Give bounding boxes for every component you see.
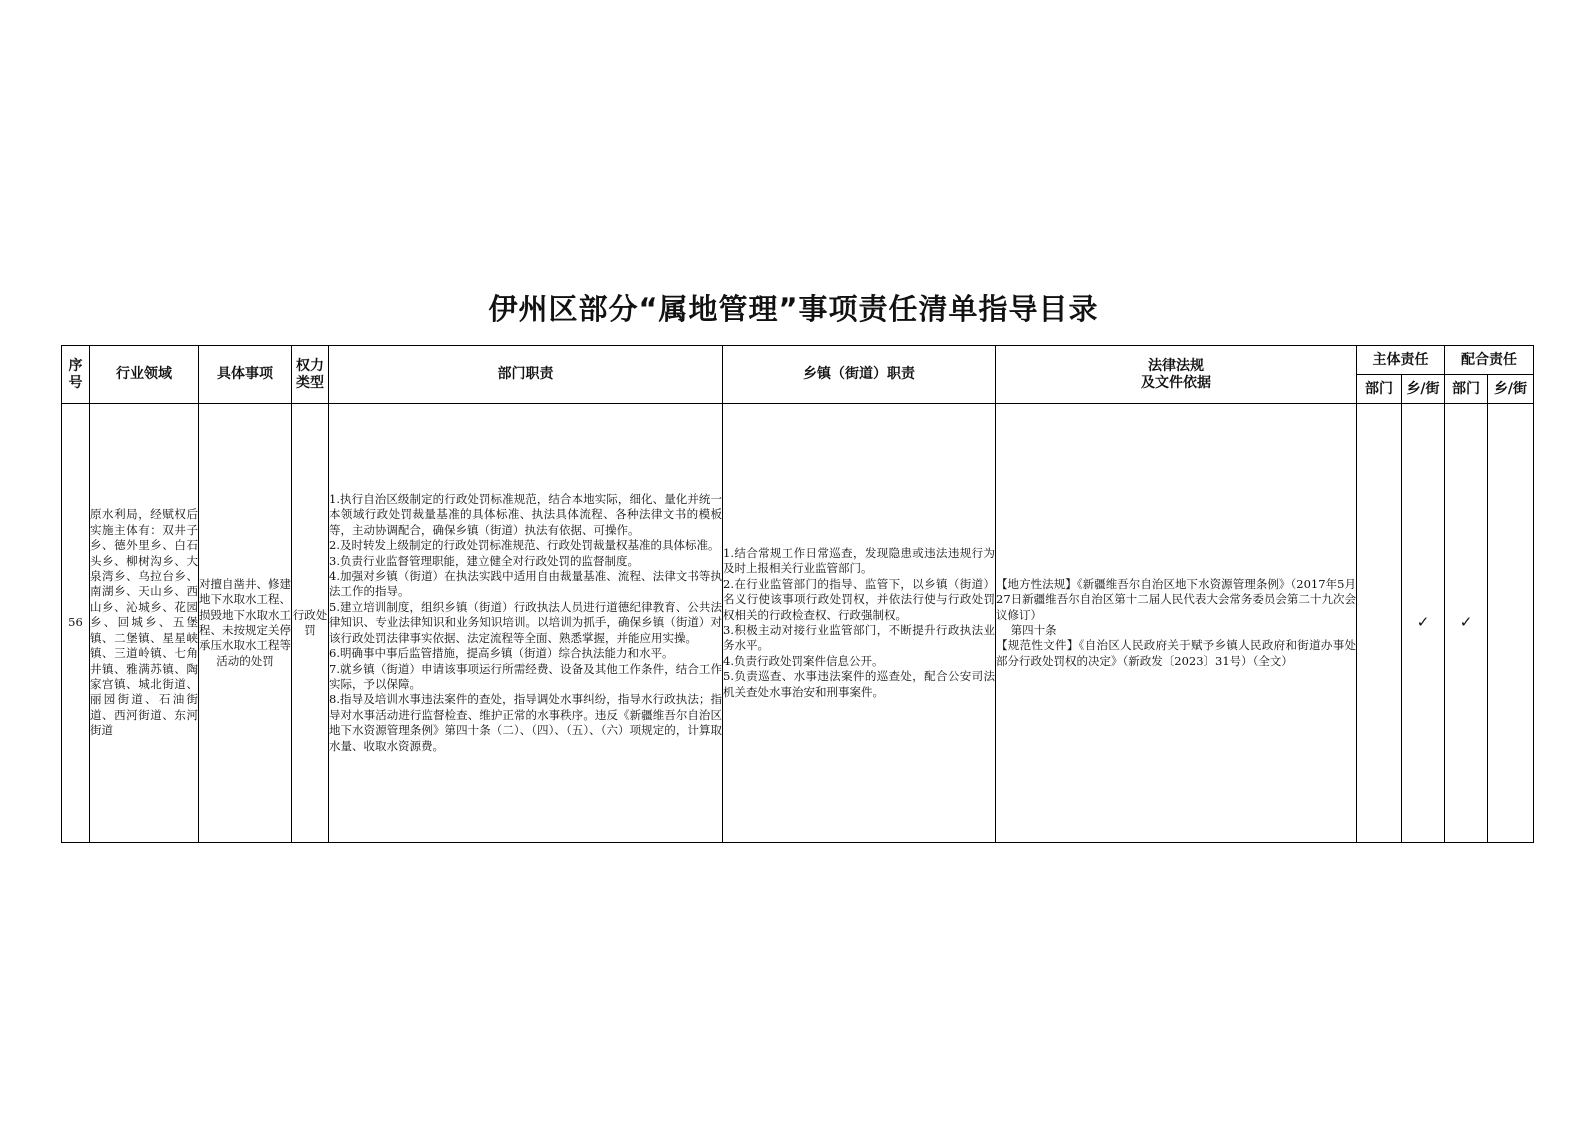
row-domain: 原水利局，经赋权后实施主体有：双井子乡、德外里乡、白石头乡、柳树沟乡、大泉湾乡、乌拉台乡、南湖乡、天山乡、西山乡、沁城乡、花园乡、回城乡、五堡镇、二堡镇、星星峡镇、三道岭镇、七角井镇、雅满苏镇、陶家宫镇、城北街道、丽园街道、石油街道、西河街道、东河街道	[90, 404, 199, 843]
header-coop-dept: 部门	[1445, 375, 1488, 404]
header-main-dept: 部门	[1357, 375, 1402, 404]
header-coop-responsibility: 配合责任	[1445, 346, 1534, 375]
responsibility-table	[61, 345, 1534, 843]
header-domain: 行业领域	[90, 346, 199, 404]
row-law-basis: 【地方性法规】《新疆维吾尔自治区地下水资源管理条例》（2017年5月27日新疆维吾尔自治区第十二届人民代表大会常务委员会第二十九次会议修订） 第四十条 【规范性文件】《自治区人民政府关于赋予乡镇人民政府和街道办事处部分行政处罚权的决定》（新政发〔2023〕31号）（全文）	[996, 404, 1357, 843]
row-coop-dept-check: ✓	[1445, 404, 1488, 843]
header-dept-duty: 部门职责	[329, 346, 723, 404]
header-law: 法律法规 及文件依据	[996, 346, 1357, 404]
row-dept-duty: 1.执行自治区级制定的行政处罚标准规范，结合本地实际，细化、量化并统一本领域行政处罚裁量基准的具体标准、执法具体流程、各种法律文书的模板等，主动协调配合，确保乡镇（街道）执法有依据、可操作。 2.及时转发上级制定的行政处罚标准规范、行政处罚裁量权基准的具体标准。 3.负责行业监督管理职能，建立健全对行政处罚的监督制度。 4.加强对乡镇（街道）在执法实践中适用自由裁量基准、流程、法律文书等执法工作的指导。 5.建立培训制度，组织乡镇（街道）行政执法人员进行道德纪律教育、公共法律知识、专业法律知识和业务知识培训。以培训为抓手，确保乡镇（街道）对该行政处罚法律事实依据、法定流程等全面、熟悉掌握，并能应用实操。 6.明确事中事后监管措施，提高乡镇（街道）综合执法能力和水平。 7.就乡镇（街道）申请该事项运行所需经费、设备及其他工作条件，结合工作实际，予以保障。 8.指导及培训水事违法案件的查处，指导调处水事纠纷，指导水行政执法；指导对水事活动进行监督检查、维护正常的水事秩序。违反《新疆维吾尔自治区地下水资源管理条例》第四十条（二）、（四）、（五）、（六）项规定的，计算取水量、收取水资源费。	[329, 404, 723, 843]
row-item: 对擅自凿井、修建地下水取水工程、损毁地下水取水工程、未按规定关停承压水取水工程等活动的处罚	[199, 404, 292, 843]
row-index: 56	[62, 404, 90, 843]
header-index: 序 号	[62, 346, 90, 404]
row-power-type: 行政处罚	[292, 404, 329, 843]
header-item: 具体事项	[199, 346, 292, 404]
row-coop-town-check	[1488, 404, 1534, 843]
table-row	[62, 404, 1534, 843]
header-town-duty: 乡镇（街道）职责	[723, 346, 996, 404]
header-main-town: 乡/街	[1402, 375, 1445, 404]
row-main-town-check: ✓	[1402, 404, 1445, 843]
row-town-duty: 1.结合常规工作日常巡查，发现隐患或违法违规行为及时上报相关行业监管部门。 2.在行业监管部门的指导、监管下，以乡镇（街道）名义行使该事项行政处罚权，并依法行使与行政处罚权相关的行政检查权、行政强制权。 3.积极主动对接行业监管部门，不断提升行政执法业务水平。 4.负责行政处罚案件信息公开。 5.负责巡查、水事违法案件的巡查处，配合公安司法机关查处水事治安和刑事案件。	[723, 404, 996, 843]
page-title: 伊州区部分“属地管理”事项责任清单指导目录	[488, 292, 1099, 326]
header-coop-town: 乡/街	[1488, 375, 1534, 404]
header-main-responsibility: 主体责任	[1357, 346, 1445, 375]
header-power-type: 权力 类型	[292, 346, 329, 404]
row-main-dept-check	[1357, 404, 1402, 843]
